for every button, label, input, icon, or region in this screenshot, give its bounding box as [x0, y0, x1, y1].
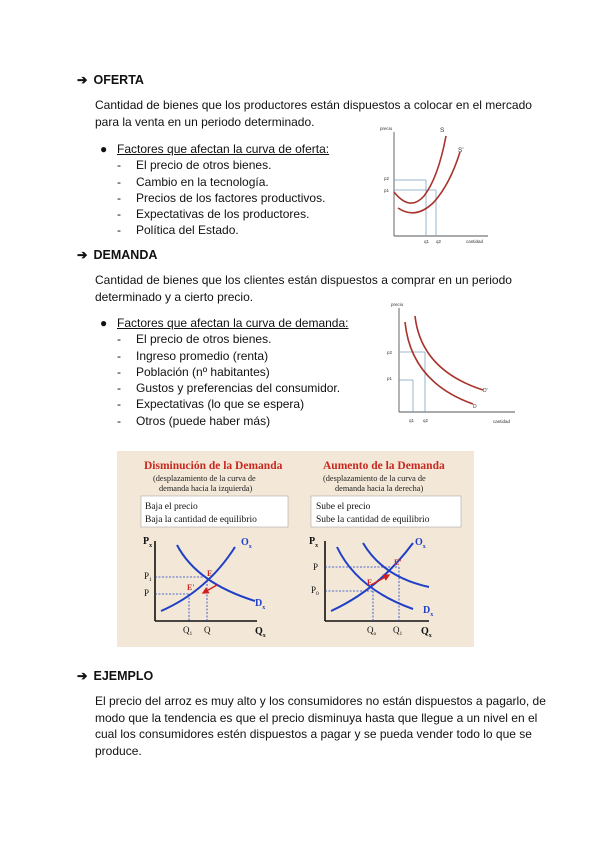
left-panel-title: Disminución de la Demanda: [144, 460, 283, 472]
right-panel-subtitle: demanda hacia la derecha): [335, 484, 424, 493]
ejemplo-heading-text: EJEMPLO: [93, 669, 154, 683]
list-item: - Política del Estado.: [117, 222, 387, 238]
oferta-heading: [77, 72, 144, 87]
demanda-factors-title: Factores que afectan la curva de demanda:: [117, 316, 349, 330]
demanda-factor-list: [117, 331, 377, 429]
left-panel-subtitle: (desplazamiento de la curva de: [153, 474, 256, 483]
list-item: - El precio de otros bienes.: [117, 331, 377, 347]
demanda-factors-title-row: [100, 315, 377, 331]
demanda-heading-text: DEMANDA: [93, 248, 158, 262]
arrow-right-icon: ➔: [77, 248, 88, 262]
left-eq-e: E: [207, 569, 213, 578]
oferta-factor-list: [117, 157, 387, 238]
ejemplo-line: cual los consumidores estén dispuestos a pagar y se pueda vender todo lo que se: [95, 727, 532, 741]
supply-q1-label: q1: [424, 239, 430, 244]
left-q1-label: $Q_1$: [183, 625, 193, 637]
ejemplo-line: produce.: [95, 743, 142, 758]
bullet-dot-icon: ●: [100, 316, 108, 330]
demanda-heading: [77, 247, 157, 262]
demanda-description-line: determinado y a cierto precio.: [95, 289, 254, 304]
supply-curve-s-label: S: [440, 127, 445, 134]
oferta-heading-text: OFERTA: [93, 73, 144, 87]
list-item: - Precios de los factores productivos.: [117, 190, 387, 206]
supply-p2-label: p2: [384, 176, 390, 181]
demand-shift-figure-svg: [117, 451, 474, 647]
supply-p1-label: p1: [384, 188, 390, 193]
demand-p2-label: p2: [387, 350, 393, 355]
right-shift-arrow: [371, 575, 389, 585]
demand-curve-d-label: D: [473, 404, 477, 410]
right-eq-e: E: [367, 578, 373, 587]
demand-p1-label: p1: [387, 376, 393, 381]
right-offer-label: $O_x$: [415, 537, 426, 550]
right-q1-label: $Q_1$: [393, 625, 403, 637]
arrow-right-icon: ➔: [77, 73, 88, 87]
left-q-axis-label: $Q_x$: [255, 626, 266, 639]
right-result-line: Sube la cantidad de equilibrio: [316, 515, 430, 525]
right-panel-subtitle: (desplazamiento de la curva de: [323, 474, 426, 483]
supply-x-axis-label: cantidad: [466, 239, 484, 244]
demand-q2-label: q2: [423, 418, 429, 423]
list-item: - Ingreso promedio (renta): [117, 348, 377, 364]
oferta-factors: [100, 141, 387, 239]
right-p-axis-label: $P_x$: [309, 536, 319, 549]
ejemplo-heading: [77, 668, 153, 683]
list-item: - Expectativas (lo que se espera): [117, 396, 377, 412]
supply-curve-s: [394, 136, 446, 203]
oferta-description-line: Cantidad de bienes que los productores están dispuestos a colocar en el mercado: [95, 98, 532, 112]
list-item: - Población (nº habitantes): [117, 364, 377, 380]
demand-x-axis-label: cantidad: [493, 419, 511, 424]
right-q-axis-label: $Q_x$: [421, 626, 432, 639]
supply-q2-label: q2: [436, 239, 442, 244]
arrow-right-icon: ➔: [77, 669, 88, 683]
right-panel-title: Aumento de la Demanda: [323, 460, 445, 472]
ejemplo-text: [95, 693, 565, 759]
oferta-factors-title: Factores que afectan la curva de oferta:: [117, 142, 330, 156]
left-offer-curve: [161, 547, 235, 611]
supply-curve-s-prime-label: S': [458, 147, 464, 154]
demand-q1-label: q1: [409, 418, 415, 423]
demand-shift-figure: [117, 451, 474, 647]
demand-curve-d: [405, 322, 473, 404]
list-item: - Expectativas de los productores.: [117, 206, 387, 222]
right-result-line: Sube el precio: [316, 502, 371, 512]
oferta-factors-title-row: [100, 141, 387, 157]
left-p-label: P: [144, 588, 150, 598]
supply-shift-graph: [380, 120, 492, 250]
left-offer-label: $O_x$: [241, 537, 252, 550]
demanda-description-line: Cantidad de bienes que los clientes están dispuestos a comprar en un periodo: [95, 273, 512, 287]
left-panel-subtitle: demanda hacia la izquierda): [159, 484, 253, 493]
left-shift-arrow: [203, 585, 217, 593]
list-item: - Otros (puede haber más): [117, 413, 377, 429]
list-item: - Gustos y preferencias del consumidor.: [117, 380, 377, 396]
supply-y-axis-label: precio: [380, 126, 393, 131]
demand-shift-graph: [385, 300, 520, 428]
right-demand-label: $D_x$: [423, 605, 434, 618]
right-p-label: P: [313, 562, 319, 572]
left-p-axis-label: $P_x$: [143, 536, 153, 549]
left-demand-label: $D_x$: [255, 598, 266, 611]
left-q-label: Q: [204, 625, 211, 635]
ejemplo-line: El precio del arroz es muy alto y los consumidores no están dispuestos a pagarlo, de: [95, 694, 546, 708]
supply-curve-s-prime: [398, 152, 460, 213]
right-eq-e-prime: E': [394, 558, 402, 567]
demanda-factors: [100, 315, 377, 429]
left-eq-e-prime: E': [187, 583, 195, 592]
right-p0-label: $P_0$: [311, 585, 319, 597]
left-result-line: Baja el precio: [145, 502, 198, 512]
list-item: - El precio de otros bienes.: [117, 157, 387, 173]
oferta-description-line: para la venta en un periodo determinado.: [95, 114, 315, 129]
demand-curve-d-prime-label: D': [483, 388, 488, 394]
left-result-line: Baja la cantidad de equilibrio: [145, 515, 257, 525]
demand-y-axis-label: precio: [391, 302, 404, 307]
ejemplo-line: modo que la tendencia es que el precio disminuya hasta que llegue a un nivel en el: [95, 710, 538, 725]
list-item: - Cambio en la tecnología.: [117, 174, 387, 190]
left-p1-label: $P_1$: [144, 571, 152, 583]
bullet-dot-icon: ●: [100, 142, 108, 156]
right-qo-label: $Q_o$: [367, 625, 377, 637]
